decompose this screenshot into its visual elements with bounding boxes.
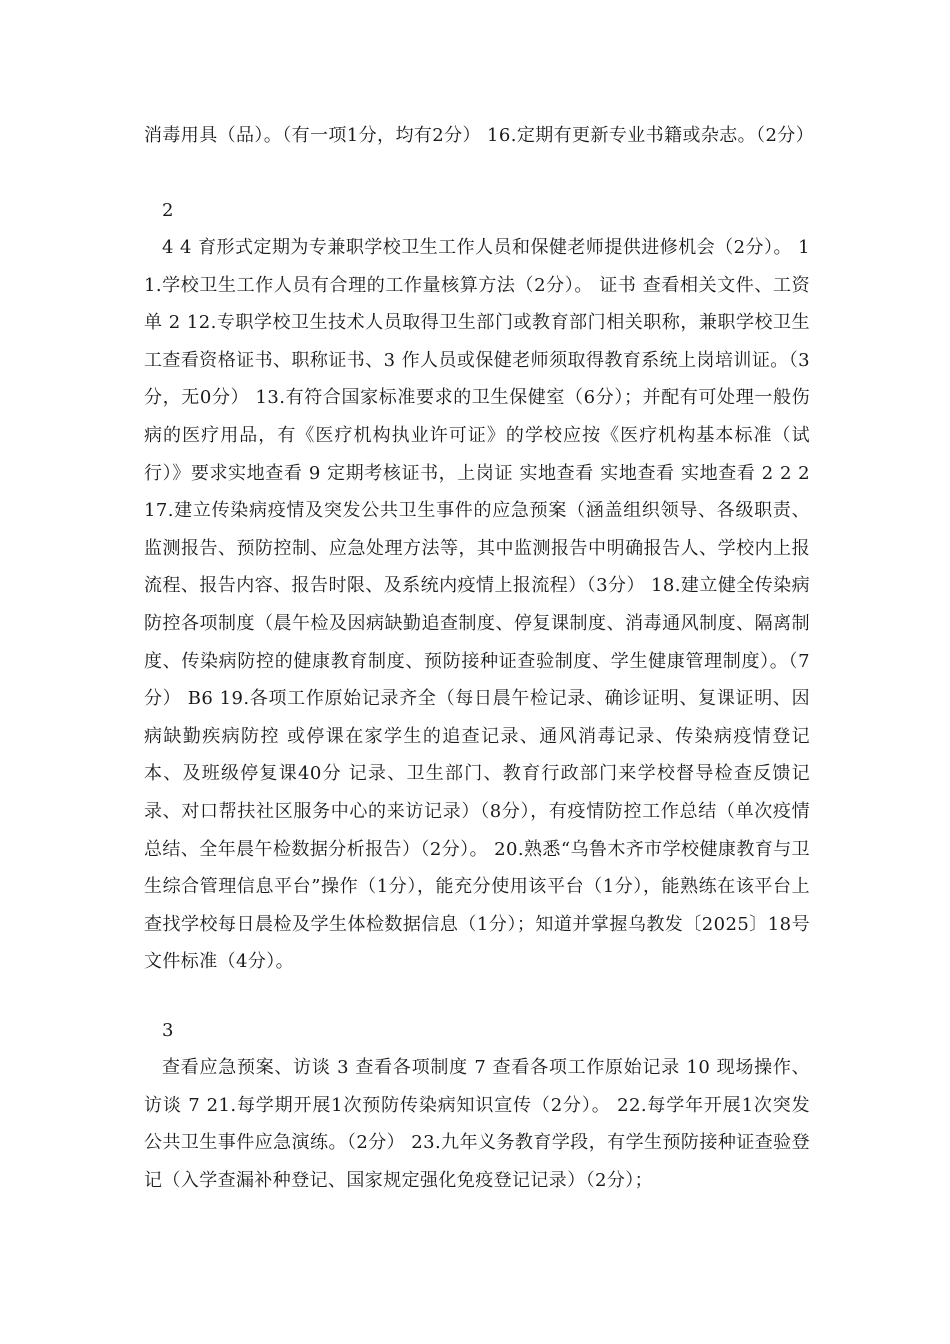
page-number-marker: 2 <box>162 200 174 221</box>
page-number-marker: 3 <box>162 1020 174 1041</box>
paragraph-criteria-body: 4 4 育形式定期为专兼职学校卫生工作人员和保健老师提供进修机会（2分）。 11.学校卫生工作人员有合理的工作量核算方法（2分）。 证书 查看相关文件、工资单 2 12.专职学校卫生技术人员取得卫生部门或教育部门相关职称，兼职学校卫生工查看资格证书、职称证书、3 作人员或保健老师须取得教育系统上岗培训证。（3分，无0分） 13.有符合国家标准要求的卫生保健室（6分）；并配有可处理一般伤病的医疗用品，有《医疗机构执业许可证》的学校应按《医疗机构基本标准（试行）》要求实地查看 9 定期考核证书，上岗证 实地查看 实地查看 实地查看 2 2 2 17.建立传染病疫情及突发公共卫生事件的应急预案（涵盖组织领导、各级职责、监测报告、预防控制、应急处理方法等，其中监测报告中明确报告人、学校内上报流程、报告内容、报告时限、及系统内疫情上报流程）（3分） 18.建立健全传染病防控各项制度（晨午检及因病缺勤追查制度、停复课制度、消毒通风制度、隔离制度、传染病防控的健康教育制度、预防接种证查验制度、学生健康管理制度）。（7分） B6 19.各项工作原始记录齐全（每日晨午检记录、确诊证明、复课证明、因病缺勤疾病防控 或停课在家学生的追查记录、通风消毒记录、传染病疫情登记本、及班级停复课40分 记录、卫生部门、教育行政部门来学校督导检查反馈记录、对口帮扶社区服务中心的来访记录）（8分），有疫情防控工作总结（单次疫情总结、全年晨午检数据分析报告）（2分）。 20.熟悉“乌鲁木齐市学校健康教育与卫生综合管理信息平台”操作（1分），能充分使用该平台（1分），能熟练在该平台上查找学校每日晨检及学生体检数据信息（1分）；知道并掌握乌教发〔2025〕18号文件标准（4分）。 <box>144 237 810 973</box>
paragraph-continuation: 消毒用具（品）。（有一项1分，均有2分） 16.定期有更新专业书籍或杂志。（2分） <box>144 125 815 146</box>
paragraph-inspection-methods: 查看应急预案、访谈 3 查看各项制度 7 查看各项工作原始记录 10 现场操作、访谈 7 21.每学期开展1次预防传染病知识宣传（2分）。 22.每学年开展1次突发公共卫生事件应急演练。（2分） 23.九年义务教育学段，有学生预防接种证查验登记（入学查漏补种登记、国家规定强化免疫登记记录）（2分）； <box>144 1057 810 1191</box>
